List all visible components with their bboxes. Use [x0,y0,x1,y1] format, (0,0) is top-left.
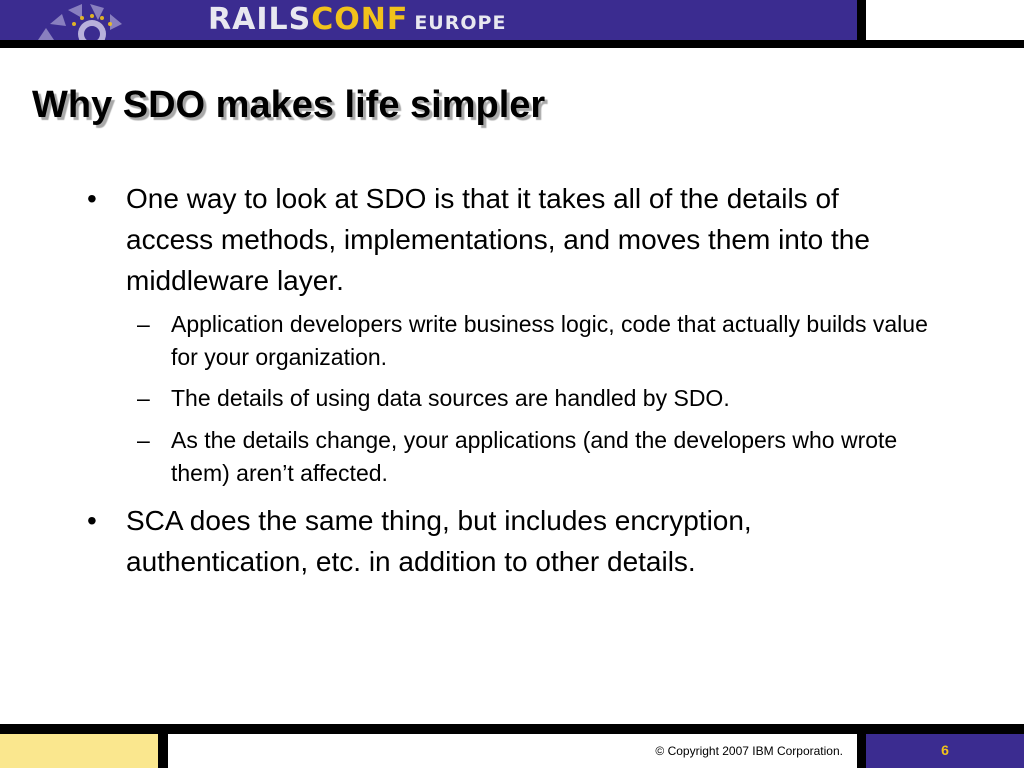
bullet-item [87,500,916,582]
footer-copyright-area [168,734,857,768]
logo-europe-text: EUROPE [414,12,507,34]
footer-page-area [866,734,1024,768]
bullet-symbol: • [87,183,97,214]
logo-rails-text: RAILS [208,2,312,37]
rising-sun-logo-icon [28,0,138,40]
bullet-item [87,178,916,301]
dash-symbol: – [137,385,150,411]
sub-bullet-item [137,308,951,374]
copyright-text: © Copyright 2007 IBM Corporation. [655,744,843,758]
header-bar [0,0,1024,48]
sub-bullet-item [137,382,951,415]
footer-accent-block [0,734,158,768]
sub-bullet-item [137,424,951,490]
conference-banner [0,0,857,40]
sponsor-logo-area [866,0,1024,40]
sub-bullet-text: The details of using data sources are handled by SDO. [171,385,730,411]
dash-symbol: – [137,427,150,453]
logo-conf-text: CONF [311,2,409,37]
railsconf-europe-logo [208,3,506,37]
bullet-text: One way to look at SDO is that it takes all of the details of access methods, implementations, and moves them into the middleware layer. [126,183,870,296]
slide-title: Why SDO makes life simpler [32,84,546,126]
page-number: 6 [941,742,949,758]
dash-symbol: – [137,311,150,337]
bullet-symbol: • [87,505,97,536]
bullet-text: SCA does the same thing, but includes encryption, authentication, etc. in addition to other details. [126,505,752,577]
sub-bullet-text: Application developers write business logic, code that actually builds value for your organization. [171,311,928,370]
sub-bullet-text: As the details change, your applications (and the developers who wrote them) aren’t affected. [171,427,898,486]
